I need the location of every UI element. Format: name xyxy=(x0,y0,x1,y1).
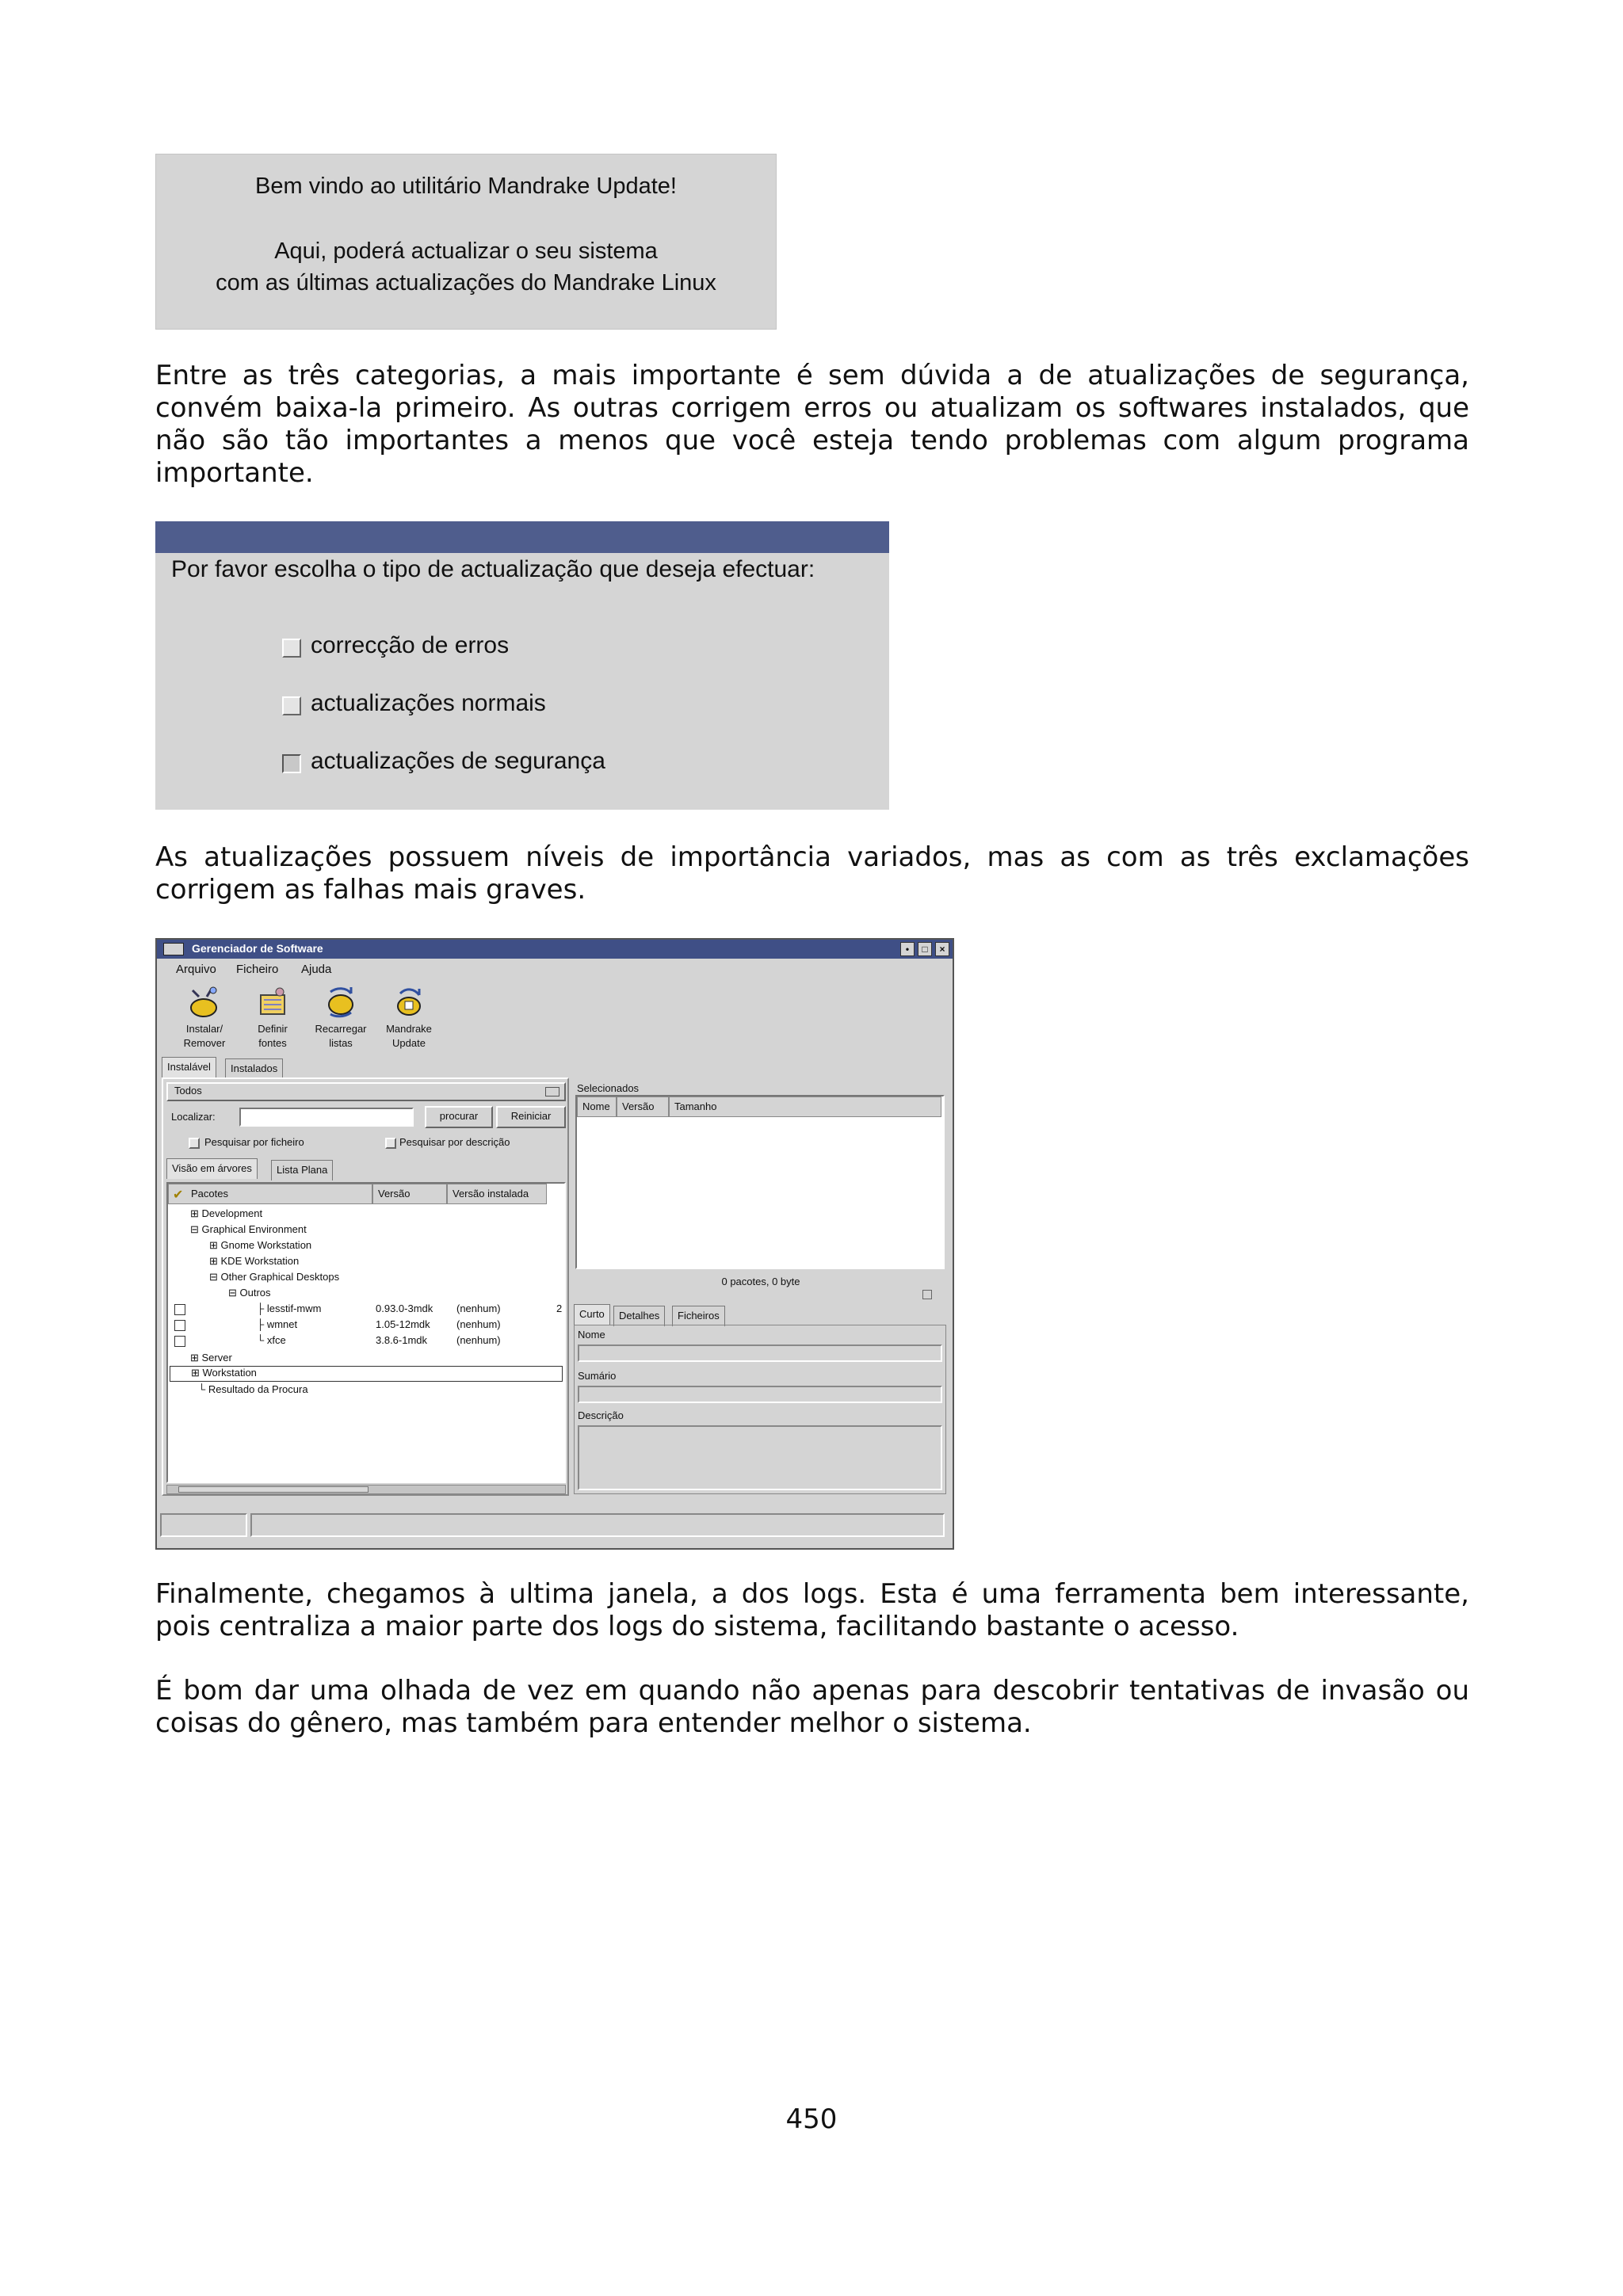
search-by-description-checkbox[interactable] xyxy=(385,1138,396,1149)
welcome-line-1: Bem vindo ao utilitário Mandrake Update! xyxy=(255,174,677,199)
minimize-icon[interactable]: • xyxy=(900,942,915,956)
reload-lists-icon xyxy=(324,986,357,1019)
selected-pane xyxy=(574,1082,948,1496)
tree-item-outros[interactable]: ⊟ Outros xyxy=(228,1287,271,1299)
tree-item-server[interactable]: ⊞ Server xyxy=(190,1352,232,1363)
package-select-checkbox[interactable] xyxy=(174,1336,185,1347)
status-bar-right xyxy=(250,1513,945,1537)
info-name-field xyxy=(578,1344,942,1362)
search-by-description-label: Pesquisar por descrição xyxy=(399,1136,510,1148)
selected-title: Selecionados xyxy=(577,1082,640,1094)
tab-tree-view[interactable]: Visão em árvores xyxy=(166,1158,258,1179)
close-icon[interactable]: × xyxy=(935,942,949,956)
text-line: não são tão importantes a menos que você esteja tendo problemas com algum programa xyxy=(155,425,1469,456)
menu-ajuda[interactable]: Ajuda xyxy=(301,963,332,976)
tree-item-label: Development xyxy=(201,1207,263,1219)
filter-select[interactable] xyxy=(166,1082,566,1101)
checkbox-bug-fixes[interactable] xyxy=(282,639,301,658)
checkbox-normal-updates[interactable] xyxy=(282,696,301,715)
text-line: pois centraliza a maior parte dos logs do sistema, facilitando bastante o acesso. xyxy=(155,1611,1239,1642)
text-line: Entre as três categorias, a mais importante é sem dúvida a de atualizações de segurança, xyxy=(155,360,1469,391)
install-remove-button[interactable] xyxy=(171,986,238,1051)
tree-item-label: Resultado da Procura xyxy=(208,1383,308,1395)
reload-lists-button[interactable] xyxy=(307,986,374,1051)
status-bar-left xyxy=(160,1513,247,1537)
search-by-file-checkbox[interactable] xyxy=(189,1138,200,1149)
search-by-file-label: Pesquisar por ficheiro xyxy=(204,1136,304,1148)
tree-item-label: wmnet xyxy=(266,1318,298,1330)
info-description-label: Descrição xyxy=(578,1409,624,1421)
tab-flat-list[interactable]: Lista Plana xyxy=(271,1160,333,1180)
tree-item-label: Gnome Workstation xyxy=(220,1239,312,1251)
tree-item-label: Server xyxy=(201,1352,232,1363)
resize-handle-icon[interactable] xyxy=(922,1290,932,1299)
text-line: coisas do gênero, mas também para entender melhor o sistema. xyxy=(155,1707,1032,1739)
software-manager-window xyxy=(155,938,954,1550)
selected-summary: 0 pacotes, 0 byte xyxy=(721,1276,800,1287)
chevron-down-icon xyxy=(545,1087,559,1097)
package-select-checkbox[interactable] xyxy=(174,1320,185,1331)
tab-installable[interactable]: Instalável xyxy=(162,1057,216,1077)
window-title-bar xyxy=(155,521,889,553)
tree-item-label: xfce xyxy=(266,1334,286,1346)
install-remove-icon xyxy=(188,986,221,1019)
checkbox-security-updates[interactable] xyxy=(282,754,301,773)
tree-item-label: Outros xyxy=(239,1287,271,1299)
tree-item-wmnet[interactable]: ├ wmnet xyxy=(257,1318,298,1330)
tree-item-label: Graphical Environment xyxy=(201,1223,307,1235)
package-version: 1.05-12mdk xyxy=(376,1318,430,1330)
welcome-line-3: com as últimas actualizações do Mandrake Linux xyxy=(216,270,716,296)
define-sources-button[interactable] xyxy=(239,986,306,1051)
horizontal-scrollbar[interactable] xyxy=(166,1485,566,1494)
menu-bar xyxy=(157,960,953,979)
window-title: Gerenciador de Software xyxy=(192,942,323,955)
tree-item-label: KDE Workstation xyxy=(220,1255,300,1267)
toolbar-label-line1: Mandrake xyxy=(386,1023,432,1035)
tree-item-search-results[interactable]: └ Resultado da Procura xyxy=(198,1383,308,1395)
title-bar xyxy=(157,940,953,959)
text-line: É bom dar uma olhada de vez em quando não apenas para descobrir tentativas de invasão ou xyxy=(155,1675,1469,1707)
toolbar-label-line2: Update xyxy=(392,1037,426,1049)
toolbar-label-line2: listas xyxy=(329,1037,353,1049)
menu-ficheiro[interactable]: Ficheiro xyxy=(236,963,279,976)
tab-files[interactable]: Ficheiros xyxy=(672,1306,725,1326)
info-panel xyxy=(574,1325,946,1494)
packages-pane xyxy=(162,1077,569,1496)
option-bug-fixes-label: correcção de erros xyxy=(311,632,510,658)
welcome-line-2: Aqui, poderá actualizar o seu sistema xyxy=(274,238,658,264)
column-installed-version[interactable]: Versão instalada xyxy=(447,1184,547,1204)
mandrake-update-button[interactable] xyxy=(376,986,442,1051)
define-sources-icon xyxy=(256,986,289,1019)
mandrake-update-icon xyxy=(392,986,426,1019)
tree-item-other-desktops[interactable]: ⊟ Other Graphical Desktops xyxy=(209,1271,340,1283)
tree-item-workstation[interactable]: ⊞ Workstation xyxy=(170,1366,563,1382)
package-tree xyxy=(166,1182,566,1483)
package-installed-version: (nenhum) xyxy=(456,1334,501,1346)
text-line: importante. xyxy=(155,457,314,489)
package-version: 0.93.0-3mdk xyxy=(376,1302,433,1314)
paragraph-advice xyxy=(155,1675,1469,1740)
search-button[interactable]: procurar xyxy=(425,1106,493,1128)
column-name[interactable]: Nome xyxy=(577,1097,617,1117)
update-type-screenshot xyxy=(155,521,889,810)
tree-item-kde-workstation[interactable]: ⊞ KDE Workstation xyxy=(209,1255,300,1267)
info-description-field xyxy=(578,1425,942,1490)
text-line: As atualizações possuem níveis de importância variados, mas as com as três exclamações xyxy=(155,841,1469,873)
tree-item-lesstif-mwm[interactable]: ├ lesstif-mwm xyxy=(257,1302,322,1314)
package-installed-version: (nenhum) xyxy=(456,1302,501,1314)
menu-arquivo[interactable]: Arquivo xyxy=(176,963,216,976)
text-line: corrigem as falhas mais graves. xyxy=(155,874,586,906)
toolbar-label-line1: Recarregar xyxy=(315,1023,367,1035)
paragraph-logs xyxy=(155,1578,1469,1643)
search-label: Localizar: xyxy=(171,1111,216,1123)
tree-item-graphical-environment[interactable]: ⊟ Graphical Environment xyxy=(190,1223,307,1235)
option-security-updates-label: actualizações de segurança xyxy=(311,748,605,774)
package-select-checkbox[interactable] xyxy=(174,1304,185,1315)
package-extra: 2 xyxy=(556,1302,563,1314)
tree-item-label: Workstation xyxy=(202,1367,257,1379)
toolbar-label-line1: Instalar/ xyxy=(185,1023,223,1035)
toolbar-label-line2: fontes xyxy=(258,1037,287,1049)
info-name-label: Nome xyxy=(578,1329,605,1341)
scrollbar-thumb[interactable] xyxy=(178,1486,369,1493)
package-version: 3.8.6-1mdk xyxy=(376,1334,428,1346)
tree-item-xfce[interactable]: └ xfce xyxy=(257,1334,286,1346)
update-type-question: Por favor escolha o tipo de actualização que deseja efectuar: xyxy=(171,556,815,582)
search-input[interactable] xyxy=(239,1108,414,1127)
column-size[interactable]: Tamanho xyxy=(669,1097,941,1117)
tree-item-development[interactable]: ⊞ Development xyxy=(190,1207,263,1219)
maximize-icon[interactable]: □ xyxy=(918,942,932,956)
tree-item-gnome-workstation[interactable]: ⊞ Gnome Workstation xyxy=(209,1239,312,1251)
info-summary-field xyxy=(578,1386,942,1403)
package-installed-version: (nenhum) xyxy=(456,1318,501,1330)
reset-button[interactable]: Reiniciar xyxy=(496,1106,566,1128)
tab-details[interactable]: Detalhes xyxy=(613,1306,665,1326)
selected-list xyxy=(575,1095,945,1269)
text-line: Finalmente, chegamos à ultima janela, a dos logs. Esta é uma ferramenta bem interessante, xyxy=(155,1578,1469,1610)
column-version[interactable]: Versão xyxy=(617,1097,669,1117)
filter-select-value: Todos xyxy=(174,1085,202,1097)
window-menu-icon[interactable] xyxy=(163,943,184,955)
welcome-screenshot xyxy=(155,154,777,330)
paragraph-importance xyxy=(155,841,1469,906)
tree-item-label: lesstif-mwm xyxy=(266,1302,322,1314)
option-normal-updates-label: actualizações normais xyxy=(311,690,546,716)
paragraph-categories xyxy=(155,360,1469,490)
text-line: convém baixa-la primeiro. As outras corrigem erros ou atualizam os softwares instalados, que xyxy=(155,392,1469,424)
column-packages[interactable]: Pacotes xyxy=(168,1184,372,1204)
tab-installed[interactable]: Instalados xyxy=(225,1058,283,1079)
tree-item-label: Other Graphical Desktops xyxy=(220,1271,340,1283)
toolbar-label-line1: Definir xyxy=(258,1023,288,1035)
page-number: 450 xyxy=(785,2103,838,2135)
info-summary-label: Sumário xyxy=(578,1370,617,1382)
check-icon: ✔ xyxy=(173,1188,184,1202)
toolbar-label-line2: Remover xyxy=(183,1037,226,1049)
tab-short[interactable]: Curto xyxy=(574,1304,610,1325)
column-version[interactable]: Versão xyxy=(372,1184,447,1204)
